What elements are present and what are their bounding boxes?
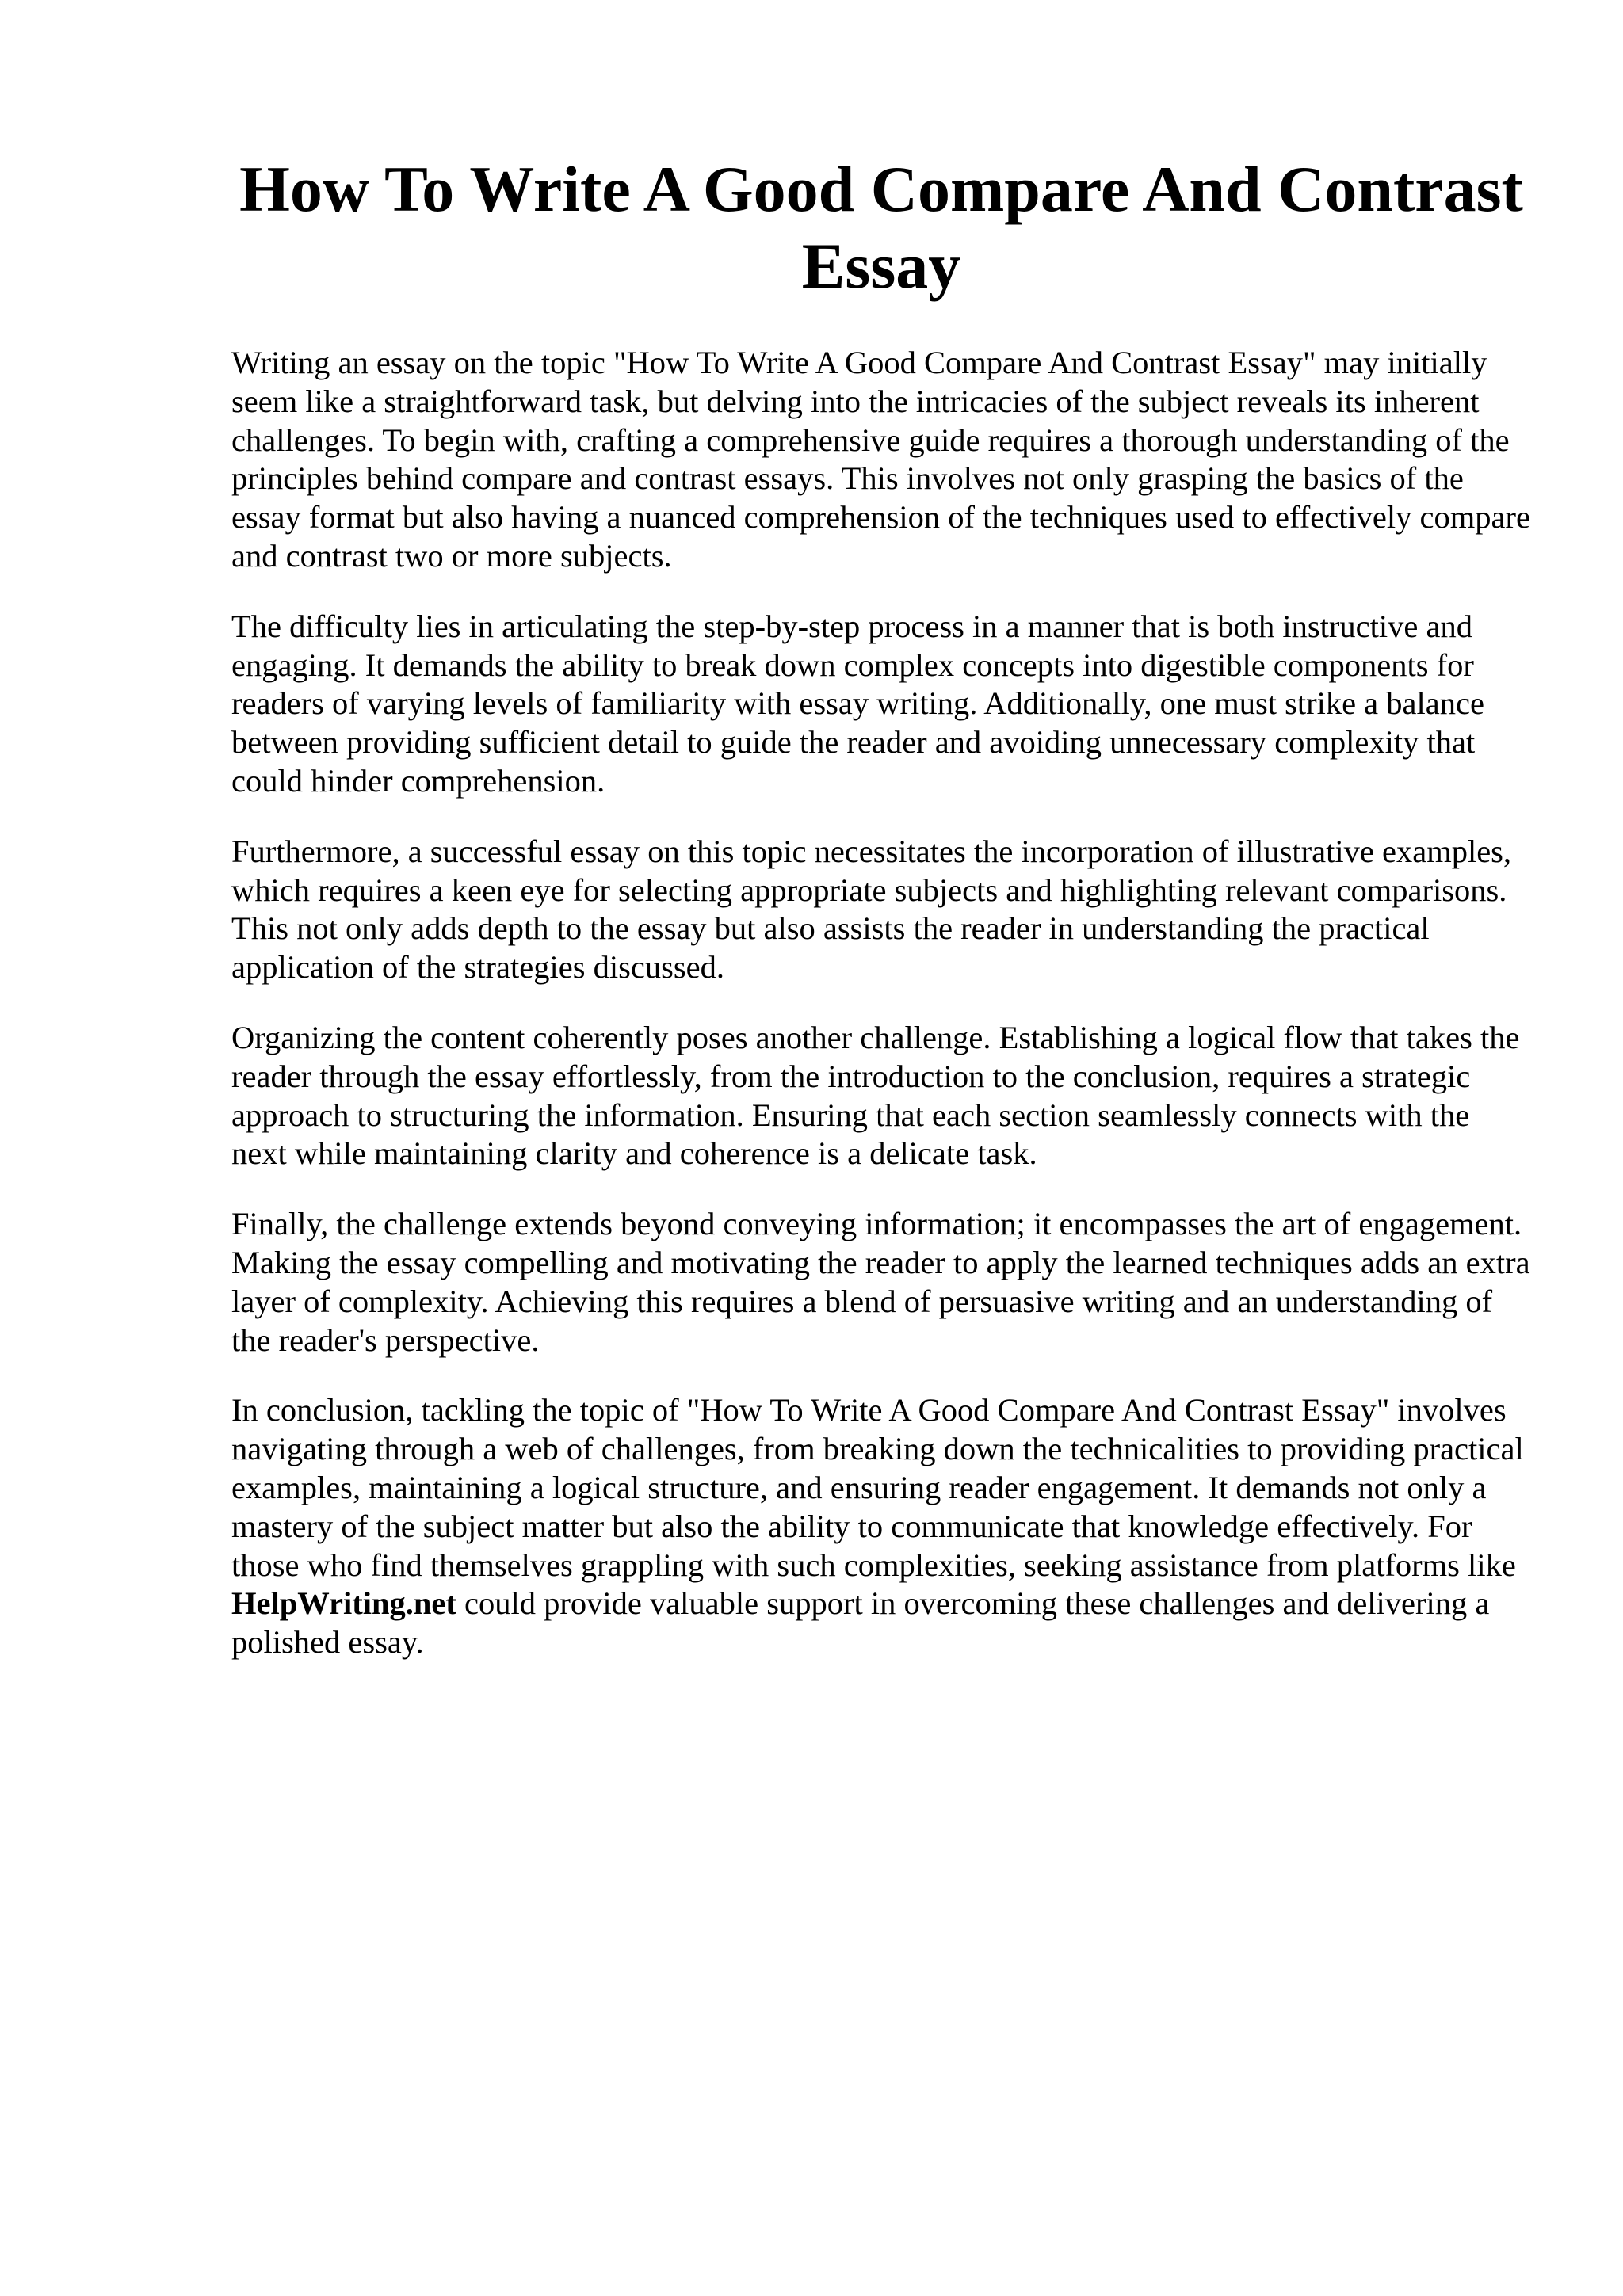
paragraph-intro: Writing an essay on the topic "How To Write A Good Compare And Contrast Essay" may initially seem like a straightforward task, but delving into the intricacies of the subject reveals its inherent challenges. To begin with, crafting a comprehensive guide requires a thorough understanding of the principles behind compare and contrast essays. This involves not only grasping the basics of the essay format but also having a nuanced comprehension of the techniques used to effectively compare and contrast two or more subjects. xyxy=(231,345,1530,574)
paragraph-organization: Organizing the content coherently poses another challenge. Establishing a logical flow that takes the reader through the essay effortlessly, from the introduction to the conclusion, requires a strategic approach to structuring the information. Ensuring that each section seamlessly connects with the next while maintaining clarity and coherence is a delicate task. xyxy=(231,1019,1520,1172)
conclusion-text-after-link: could provide valuable support in overcoming these challenges and delivering a polished essay. xyxy=(231,1585,1490,1661)
paragraph-conclusion xyxy=(231,1391,1531,1662)
conclusion-text-before-link: In conclusion, tackling the topic of "How To Write A Good Compare And Contrast Essay" involves navigating through a web of challenges, from breaking down the technicalities to providing practical examples, maintaining a logical structure, and ensuring reader engagement. It demands not only a mastery of the subject matter but also the ability to communicate that knowledge effectively. For those who find themselves grappling with such complexities, seeking assistance from platforms like xyxy=(231,1392,1524,1583)
essay-body xyxy=(231,344,1531,1662)
page-title: How To Write A Good Compare And Contrast Essay xyxy=(239,153,1523,302)
paragraph-examples: Furthermore, a successful essay on this topic necessitates the incorporation of illustrative examples, which requires a keen eye for selecting appropriate subjects and highlighting relevant comparisons. This not only adds depth to the essay but also assists the reader in understanding the practical application of the strategies discussed. xyxy=(231,833,1512,986)
paragraph-difficulty: The difficulty lies in articulating the step-by-step process in a manner that is both instructive and engaging. It demands the ability to break down complex concepts into digestible components for readers of varying levels of familiarity with essay writing. Additionally, one must strike a balance between providing sufficient detail to guide the reader and avoiding unnecessary complexity that could hinder comprehension. xyxy=(231,608,1484,799)
paragraph-engagement: Finally, the challenge extends beyond conveying information; it encompasses the art of engagement. Making the essay compelling and motivating the reader to apply the learned techniques adds an extra layer of complexity. Achieving this requires a blend of persuasive writing and an understanding of the reader's perspective. xyxy=(231,1206,1530,1358)
helpwriting-link[interactable]: HelpWriting.net xyxy=(231,1585,456,1622)
